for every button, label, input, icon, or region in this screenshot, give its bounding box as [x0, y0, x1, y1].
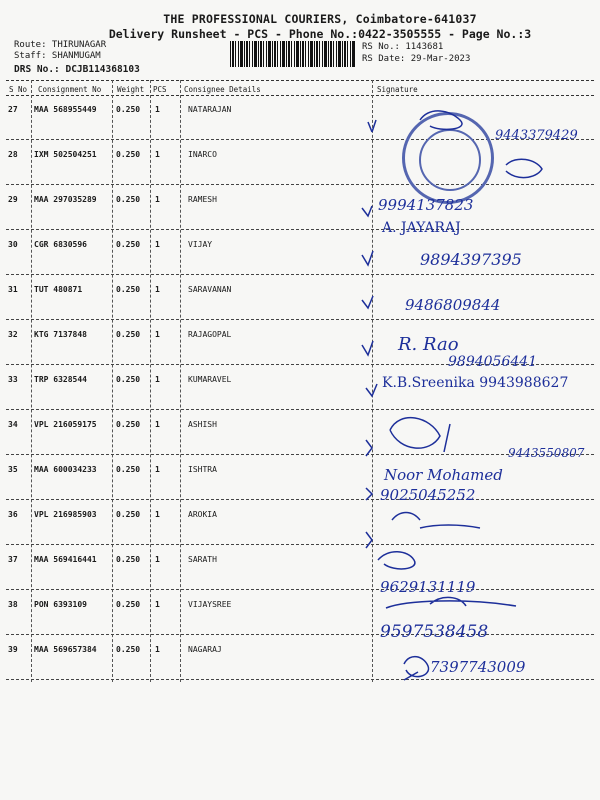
column-header-signature: Signature	[377, 85, 418, 94]
signature-phone: 9597538458	[380, 622, 489, 642]
row-consignee-name: SARATH	[188, 555, 217, 564]
signature-phone: 9629131119	[380, 578, 476, 596]
row-consignment-number: TUT 480871	[34, 285, 83, 294]
row-serial-number: 28	[8, 150, 18, 159]
row-weight: 0.250	[116, 510, 141, 519]
row-consignee-name: AROKIA	[188, 510, 217, 519]
row-pieces: 1	[155, 375, 160, 384]
row-weight: 0.250	[116, 105, 141, 114]
row-serial-number: 39	[8, 645, 18, 654]
row-consignee-name: ISHTRA	[188, 465, 217, 474]
column-header-sno: S No	[9, 85, 28, 94]
column-header-consignee: Consignee Details	[184, 85, 261, 94]
row-pieces: 1	[155, 330, 160, 339]
column-header-consignment: Consignment No	[38, 85, 102, 94]
staff-label: Staff: SHANMUGAM	[14, 51, 101, 61]
row-consignee-name: VIJAYSREE	[188, 600, 232, 609]
signature-phone: 9894056441	[448, 354, 538, 370]
row-serial-number: 32	[8, 330, 18, 339]
row-weight: 0.250	[116, 240, 141, 249]
signature-phone: 9994137823	[378, 196, 474, 214]
row-serial-number: 34	[8, 420, 18, 429]
row-weight: 0.250	[116, 420, 141, 429]
row-pieces: 1	[155, 195, 160, 204]
row-consignee-name: NAGARAJ	[188, 645, 222, 654]
signature-name: A. JAYARAJ	[382, 220, 461, 236]
row-consignee-name: VIJAY	[188, 240, 213, 249]
rs-date: RS Date: 29-Mar-2023	[362, 54, 471, 64]
row-consignment-number: VPL 216059175	[34, 420, 97, 429]
row-weight: 0.250	[116, 150, 141, 159]
row-pieces: 1	[155, 150, 160, 159]
signature-phone: 9894397395	[420, 250, 522, 269]
row-pieces: 1	[155, 600, 160, 609]
row-pieces: 1	[155, 645, 160, 654]
row-pieces: 1	[155, 240, 160, 249]
row-weight: 0.250	[116, 600, 141, 609]
row-consignee-name: SARAVANAN	[188, 285, 232, 294]
row-consignee-name: ASHISH	[188, 420, 217, 429]
row-serial-number: 29	[8, 195, 18, 204]
drs-number: DRS No.: DCJB114368103	[14, 64, 140, 75]
row-consignment-number: MAA 297035289	[34, 195, 97, 204]
signature-name: R. Rao	[398, 334, 459, 355]
row-weight: 0.250	[116, 285, 141, 294]
row-pieces: 1	[155, 285, 160, 294]
row-consignment-number: CGR 6830596	[34, 240, 87, 249]
row-consignment-number: MAA 600034233	[34, 465, 97, 474]
signature-name-phone: K.B.Sreenika 9943988627	[382, 375, 569, 391]
row-consignment-number: MAA 569416441	[34, 555, 97, 564]
row-weight: 0.250	[116, 375, 141, 384]
row-consignee-name: INARCO	[188, 150, 217, 159]
row-serial-number: 31	[8, 285, 18, 294]
route-label: Route: THIRUNAGAR	[14, 40, 107, 50]
row-consignment-number: MAA 569657384	[34, 645, 97, 654]
column-header-pcs: PCS	[153, 85, 167, 94]
row-weight: 0.250	[116, 330, 141, 339]
row-weight: 0.250	[116, 195, 141, 204]
row-consignee-name: KUMARAVEL	[188, 375, 232, 384]
row-pieces: 1	[155, 465, 160, 474]
signature-phone: 9025045252	[380, 486, 476, 504]
row-pieces: 1	[155, 420, 160, 429]
row-pieces: 1	[155, 105, 160, 114]
row-serial-number: 36	[8, 510, 18, 519]
row-serial-number: 27	[8, 105, 18, 114]
row-serial-number: 30	[8, 240, 18, 249]
row-pieces: 1	[155, 555, 160, 564]
row-consignment-number: PON 6393109	[34, 600, 87, 609]
signature-phone: 9443379429	[495, 128, 578, 143]
row-consignment-number: VPL 216985903	[34, 510, 97, 519]
row-pieces: 1	[155, 510, 160, 519]
row-consignee-name: RAMESH	[188, 195, 217, 204]
signature-name: Noor Mohamed	[384, 466, 503, 484]
row-consignee-name: NATARAJAN	[188, 105, 232, 114]
row-consignment-number: KTG 7137848	[34, 330, 87, 339]
row-consignment-number: TRP 6328544	[34, 375, 87, 384]
row-weight: 0.250	[116, 555, 141, 564]
column-header-weight: Weight	[117, 85, 145, 94]
row-serial-number: 37	[8, 555, 18, 564]
row-consignment-number: MAA 568955449	[34, 105, 97, 114]
row-consignment-number: IXM 502504251	[34, 150, 97, 159]
runsheet-subtitle: Delivery Runsheet - PCS - Phone No.:0422-3505555 - Page No.:3	[108, 27, 532, 41]
row-weight: 0.250	[116, 645, 141, 654]
signature-phone: 9486809844	[405, 296, 501, 314]
row-consignee-name: RAJAGOPAL	[188, 330, 232, 339]
row-serial-number: 33	[8, 375, 18, 384]
row-weight: 0.250	[116, 465, 141, 474]
rs-number: RS No.: 1143681	[362, 42, 444, 52]
company-title: THE PROFESSIONAL COURIERS, Coimbatore-641037	[163, 12, 477, 26]
signature-phone: 7397743009	[430, 658, 526, 676]
row-serial-number: 35	[8, 465, 18, 474]
row-serial-number: 38	[8, 600, 18, 609]
signature-phone: 9443550807	[508, 446, 585, 460]
